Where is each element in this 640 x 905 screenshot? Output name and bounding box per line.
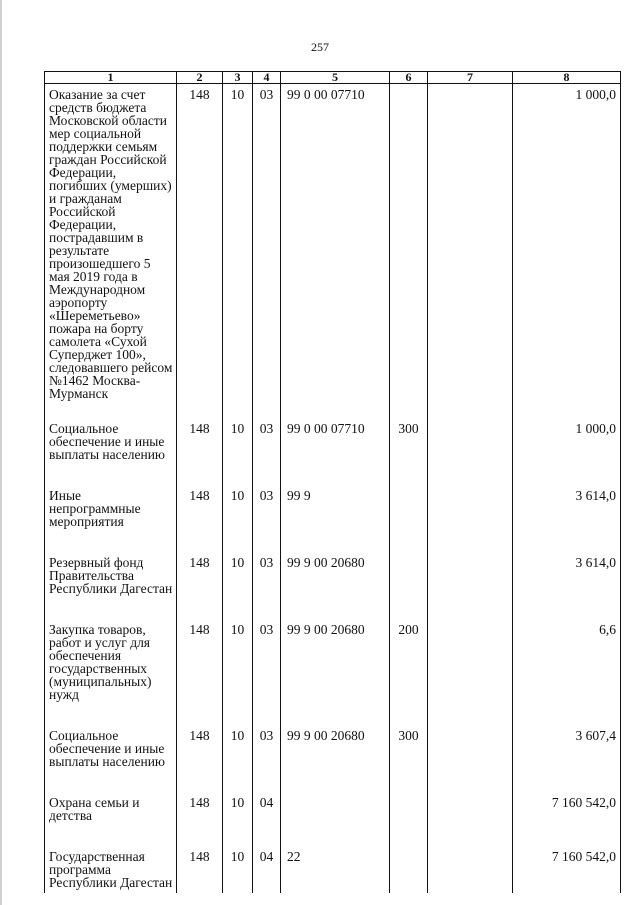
table-row: [45, 846, 621, 893]
table-row: [45, 792, 621, 826]
row-section: 10: [223, 84, 253, 405]
row-subsection: 03: [253, 619, 281, 705]
row-subsection: 03: [253, 552, 281, 599]
row-name: Закупка товаров, работ и услуг для обеспечения государственных (муниципальных) нужд: [45, 619, 177, 705]
row-amount: 7 160 542,0: [513, 792, 621, 826]
row-expense-type: [390, 846, 428, 893]
row-name: Социальное обеспечение и иные выплаты населению: [45, 418, 177, 465]
header-col-2: 2: [177, 72, 223, 84]
row-section: 10: [223, 725, 253, 772]
row-amount: 1 000,0: [513, 418, 621, 465]
row-name: Государственная программа Республики Дагестан: [45, 846, 177, 893]
row-col-7: [428, 485, 513, 532]
table-row: [45, 84, 621, 405]
header-row: [45, 72, 621, 84]
page-number: 257: [311, 40, 329, 54]
row-target-code: 99 9 00 20680: [281, 725, 390, 772]
row-section: 10: [223, 418, 253, 465]
row-target-code: 99 0 00 07710: [281, 418, 390, 465]
row-target-code: 99 0 00 07710: [281, 84, 390, 405]
budget-table: [44, 71, 621, 893]
row-name: Иные непрограммные мероприятия: [45, 485, 177, 532]
row-col-7: [428, 552, 513, 599]
row-section: 10: [223, 792, 253, 826]
row-ministry-code: 148: [177, 485, 223, 532]
row-expense-type: 200: [390, 619, 428, 705]
row-ministry-code: 148: [177, 792, 223, 826]
row-ministry-code: 148: [177, 84, 223, 405]
row-col-7: [428, 846, 513, 893]
row-subsection: 04: [253, 846, 281, 893]
row-target-code: 22: [281, 846, 390, 893]
row-name: Социальное обеспечение и иные выплаты населению: [45, 725, 177, 772]
row-expense-type: 300: [390, 418, 428, 465]
header-col-4: 4: [253, 72, 281, 84]
header-col-3: 3: [223, 72, 253, 84]
row-amount: 3 607,4: [513, 725, 621, 772]
row-col-7: [428, 725, 513, 772]
header-col-5: 5: [281, 72, 390, 84]
row-name: Оказание за счет средств бюджета Московской области мер социальной поддержки семьям граждан Российской Федерации, погибших (умерших) и гражданам Российской Федерации, пострадавшим в результате произошедшего 5 мая 2019 года в Международном аэропорту «Шереметьево» пожара на борту самолета «Сухой Суперджет 100», следовавшего рейсом №1462 Москва-Мурманск: [45, 84, 177, 405]
header-col-1: 1: [45, 72, 177, 84]
row-ministry-code: 148: [177, 725, 223, 772]
row-ministry-code: 148: [177, 418, 223, 465]
header-col-6: 6: [390, 72, 428, 84]
row-subsection: 03: [253, 725, 281, 772]
row-col-7: [428, 792, 513, 826]
row-section: 10: [223, 619, 253, 705]
row-col-7: [428, 619, 513, 705]
table-row: [45, 418, 621, 465]
row-amount: 3 614,0: [513, 552, 621, 599]
row-target-code: 99 9: [281, 485, 390, 532]
row-subsection: 03: [253, 485, 281, 532]
row-subsection: 03: [253, 418, 281, 465]
row-col-7: [428, 84, 513, 405]
row-subsection: 03: [253, 84, 281, 405]
row-target-code: 99 9 00 20680: [281, 619, 390, 705]
row-expense-type: [390, 552, 428, 599]
row-section: 10: [223, 846, 253, 893]
row-expense-type: [390, 485, 428, 532]
row-ministry-code: 148: [177, 552, 223, 599]
header-col-8: 8: [513, 72, 621, 84]
table-row: [45, 485, 621, 532]
row-target-code: 99 9 00 20680: [281, 552, 390, 599]
row-expense-type: [390, 792, 428, 826]
header-col-7: 7: [428, 72, 513, 84]
row-amount: 1 000,0: [513, 84, 621, 405]
table-row: [45, 619, 621, 705]
row-amount: 3 614,0: [513, 485, 621, 532]
row-name: Охрана семьи и детства: [45, 792, 177, 826]
table-row: [45, 552, 621, 599]
row-expense-type: [390, 84, 428, 405]
row-ministry-code: 148: [177, 619, 223, 705]
scan-edge: [0, 0, 2, 905]
row-target-code: [281, 792, 390, 826]
table-row: [45, 725, 621, 772]
row-amount: 6,6: [513, 619, 621, 705]
row-col-7: [428, 418, 513, 465]
row-name: Резервный фонд Правительства Республики Дагестан: [45, 552, 177, 599]
row-ministry-code: 148: [177, 846, 223, 893]
row-subsection: 04: [253, 792, 281, 826]
row-section: 10: [223, 485, 253, 532]
row-section: 10: [223, 552, 253, 599]
row-amount: 7 160 542,0: [513, 846, 621, 893]
row-expense-type: 300: [390, 725, 428, 772]
